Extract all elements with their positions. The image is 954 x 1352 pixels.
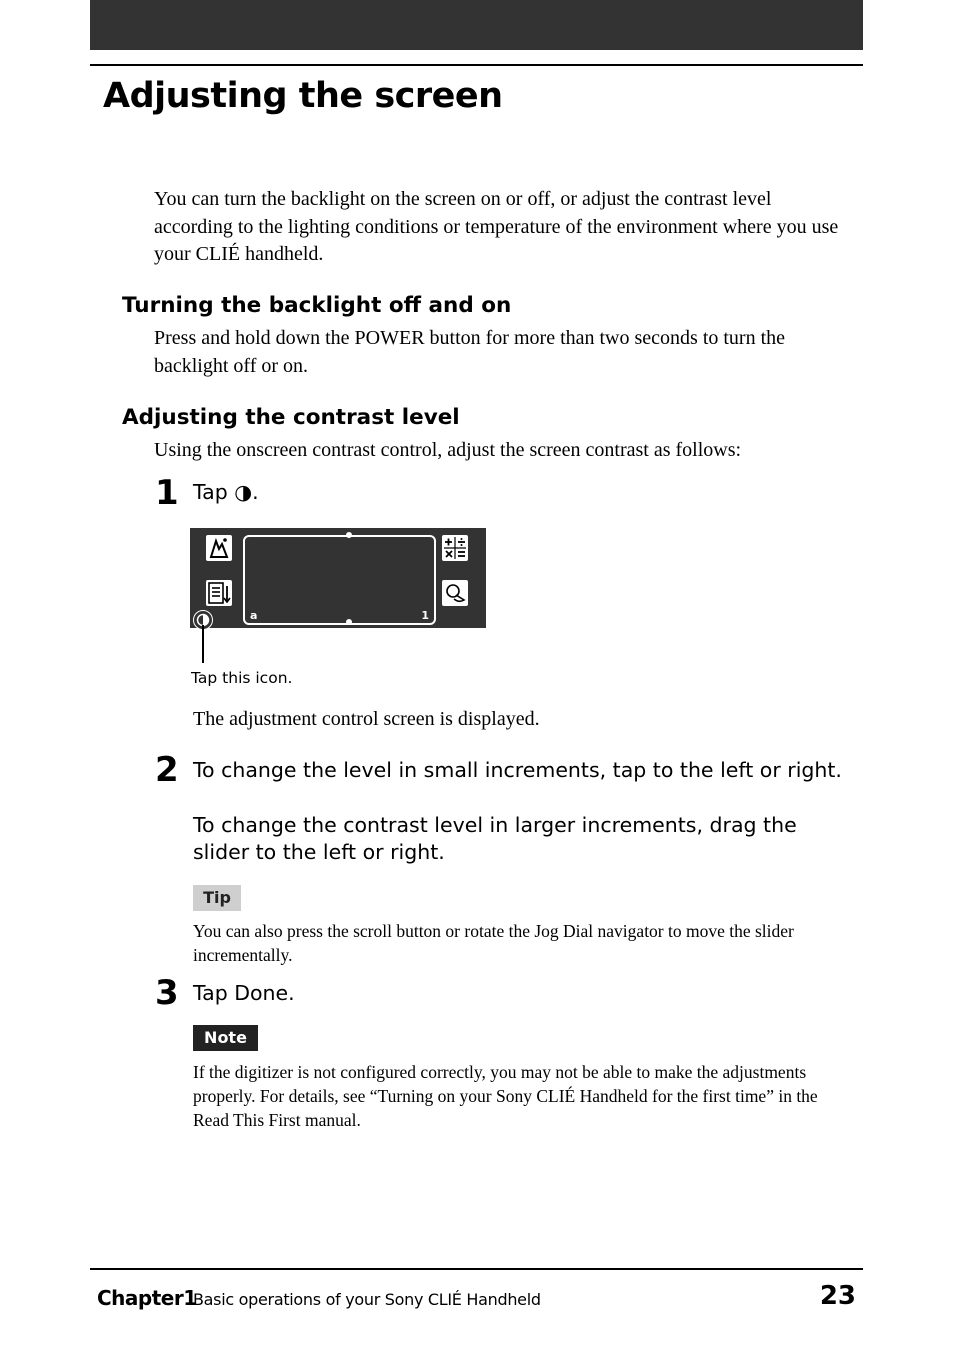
applications-icon [206, 535, 232, 561]
step-1-text: Tap ◑. [193, 480, 259, 504]
intro-paragraph: You can turn the backlight on the screen on or off, or adjust the contrast level according to the lighting conditions or temperature of the environment where you use your CLIÉ handheld. [154, 188, 839, 265]
note-text: If the digitizer is not configured correctly, you may not be able to make the adjustments properly. For details, see “Turning on your Sony CLIÉ Handheld for the first time” in the Read This First manual. [193, 1062, 818, 1130]
graffiti-left-label: a [250, 609, 258, 622]
header-bar [90, 0, 863, 50]
graffiti-bottom-marker [346, 619, 352, 625]
footer-chapter: Chapter1 [97, 1286, 197, 1310]
page-number: 23 [819, 1281, 856, 1311]
step-1-number: 1 [155, 473, 179, 513]
calculator-icon [442, 535, 468, 561]
page-title: Adjusting the screen [103, 76, 503, 116]
step-2-text-small-increments: To change the level in small increments, tap to the left or right. [193, 758, 842, 782]
step-2-text-large-increments: To change the contrast level in larger increments, drag the slider to the left or right. [193, 813, 797, 865]
step-2-number: 2 [155, 750, 179, 790]
menu-icon [206, 580, 232, 606]
step-3-text: Tap Done. [193, 981, 295, 1005]
section-body-contrast: Using the onscreen contrast control, adjust the screen contrast as follows: [154, 439, 742, 461]
footer-chapter-title: Basic operations of your Sony CLIÉ Handheld [193, 1290, 541, 1309]
footer-rule [90, 1268, 863, 1270]
graffiti-right-label: 1 [421, 609, 429, 622]
tip-label: Tip [193, 885, 241, 911]
find-icon [442, 580, 468, 606]
header-rule [90, 64, 863, 66]
step-3-number: 3 [155, 973, 179, 1013]
note-label: Note [193, 1025, 258, 1051]
section-heading-backlight: Turning the backlight off and on [122, 293, 512, 318]
callout-label: Tap this icon. [191, 669, 293, 687]
section-heading-contrast: Adjusting the contrast level [122, 405, 460, 430]
section-body-backlight: Press and hold down the POWER button for more than two seconds to turn the backlight off or on. [154, 327, 786, 377]
callout-line [202, 625, 204, 663]
graffiti-top-marker [346, 532, 352, 538]
step-1-result: The adjustment control screen is displayed. [193, 708, 540, 730]
tip-text: You can also press the scroll button or rotate the Jog Dial navigator to move the slider incrementally. [193, 921, 794, 965]
graffiti-area [243, 535, 436, 625]
